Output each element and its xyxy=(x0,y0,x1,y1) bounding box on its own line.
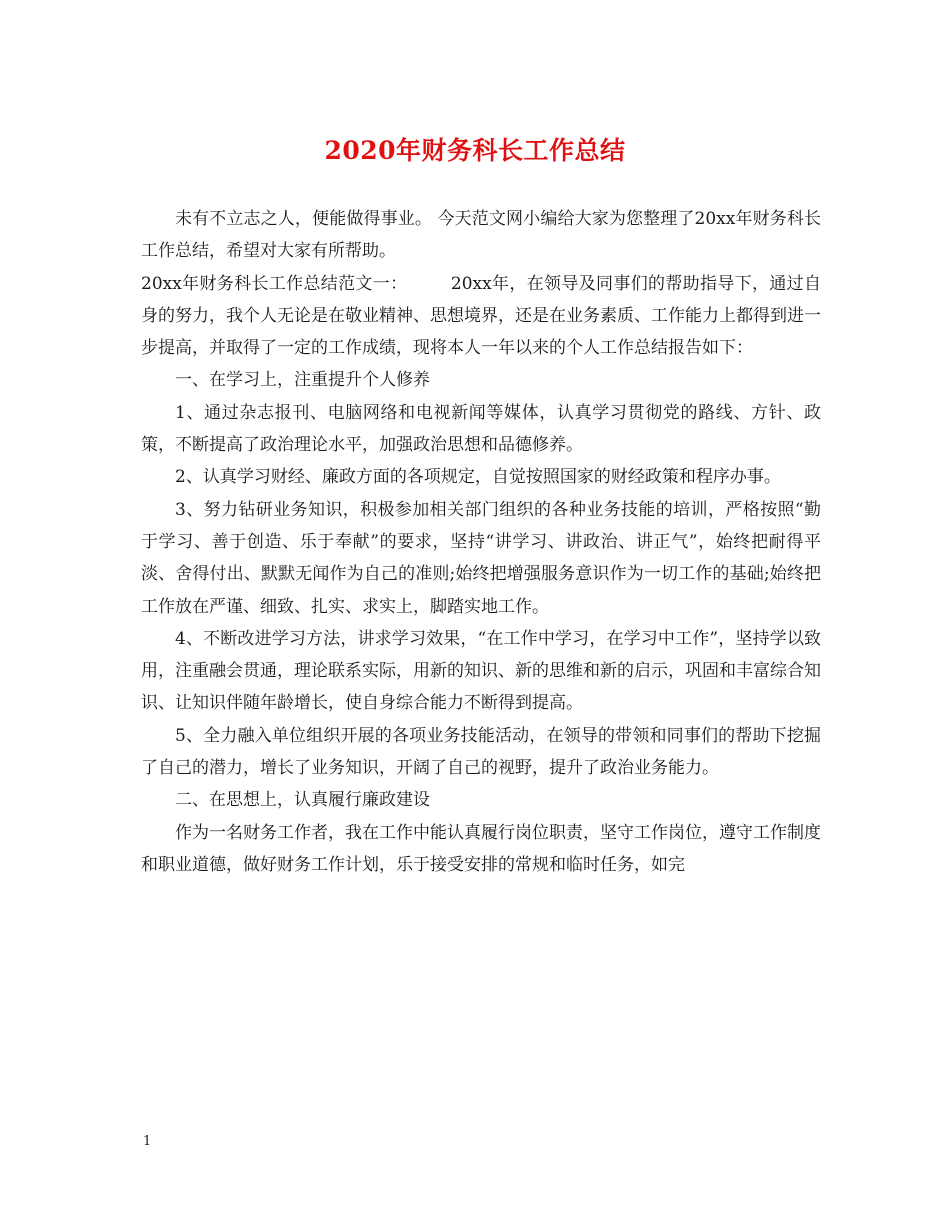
list-item-1: 1、通过杂志报刊、电脑网络和电视新闻等媒体，认真学习贯彻党的路线、方针、政策，不断提高了政治理论水平，加强政治思想和品德修养。 xyxy=(141,402,821,456)
body-paragraph: 作为一名财务工作者，我在工作中能认真履行岗位职责，坚守工作岗位，遵守工作制度和职业道德，做好财务工作计划，乐于接受安排的常规和临时任务，如完 xyxy=(141,822,821,875)
list-item-4: 4、不断改进学习方法，讲求学习效果，“在工作中学习，在学习中工作”，坚持学以致用，注重融会贯通，理论联系实际，用新的知识、新的思维和新的启示，巩固和丰富综合知识、让知识伴随年龄增长，使自身综合能力不断得到提高。 xyxy=(141,628,821,714)
section-heading-study: 一、在学习上，注重提升个人修养 xyxy=(175,370,430,391)
document-body xyxy=(141,203,821,881)
intro-paragraph: 未有不立志之人，便能做得事业。 今天范文网小编给大家为您整理了20xx年财务科长工作总结，希望对大家有所帮助。 xyxy=(141,209,821,262)
list-item-2: 2、认真学习财经、廉政方面的各项规定，自觉按照国家的财经政策和程序办事。 xyxy=(175,467,781,488)
list-item-5: 5、全力融入单位组织开展的各项业务技能活动，在领导的带领和同事们的帮助下挖掘了自己的潜力，增长了业务知识，开阔了自己的视野，提升了政治业务能力。 xyxy=(141,725,821,779)
list-item-3: 3、努力钻研业务知识，积极参加相关部门组织的各种业务技能的培训，严格按照“勤于学习、善于创造、乐于奉献”的要求，坚持“讲学习、讲政治、讲正气”，始终把耐得平淡、舍得付出、默默无闻作为自己的准则;始终把增强服务意识作为一切工作的基础;始终把工作放在严谨、细致、扎实、求实上，脚踏实地工作。 xyxy=(141,499,821,617)
section-heading-thought: 二、在思想上，认真履行廉政建设 xyxy=(175,790,430,811)
summary-intro-paragraph: 20xx年财务科长工作总结范文一： 20xx年，在领导及同事们的帮助指导下，通过自身的努力，我个人无论是在敬业精神、思想境界，还是在业务素质、工作能力上都得到进一步提高，并取得了一定的工作成绩，现将本人一年以来的个人工作总结报告如下： xyxy=(141,273,821,359)
document-title: 2020年财务科长工作总结 xyxy=(324,136,626,165)
page-number: 1 xyxy=(143,1134,152,1149)
